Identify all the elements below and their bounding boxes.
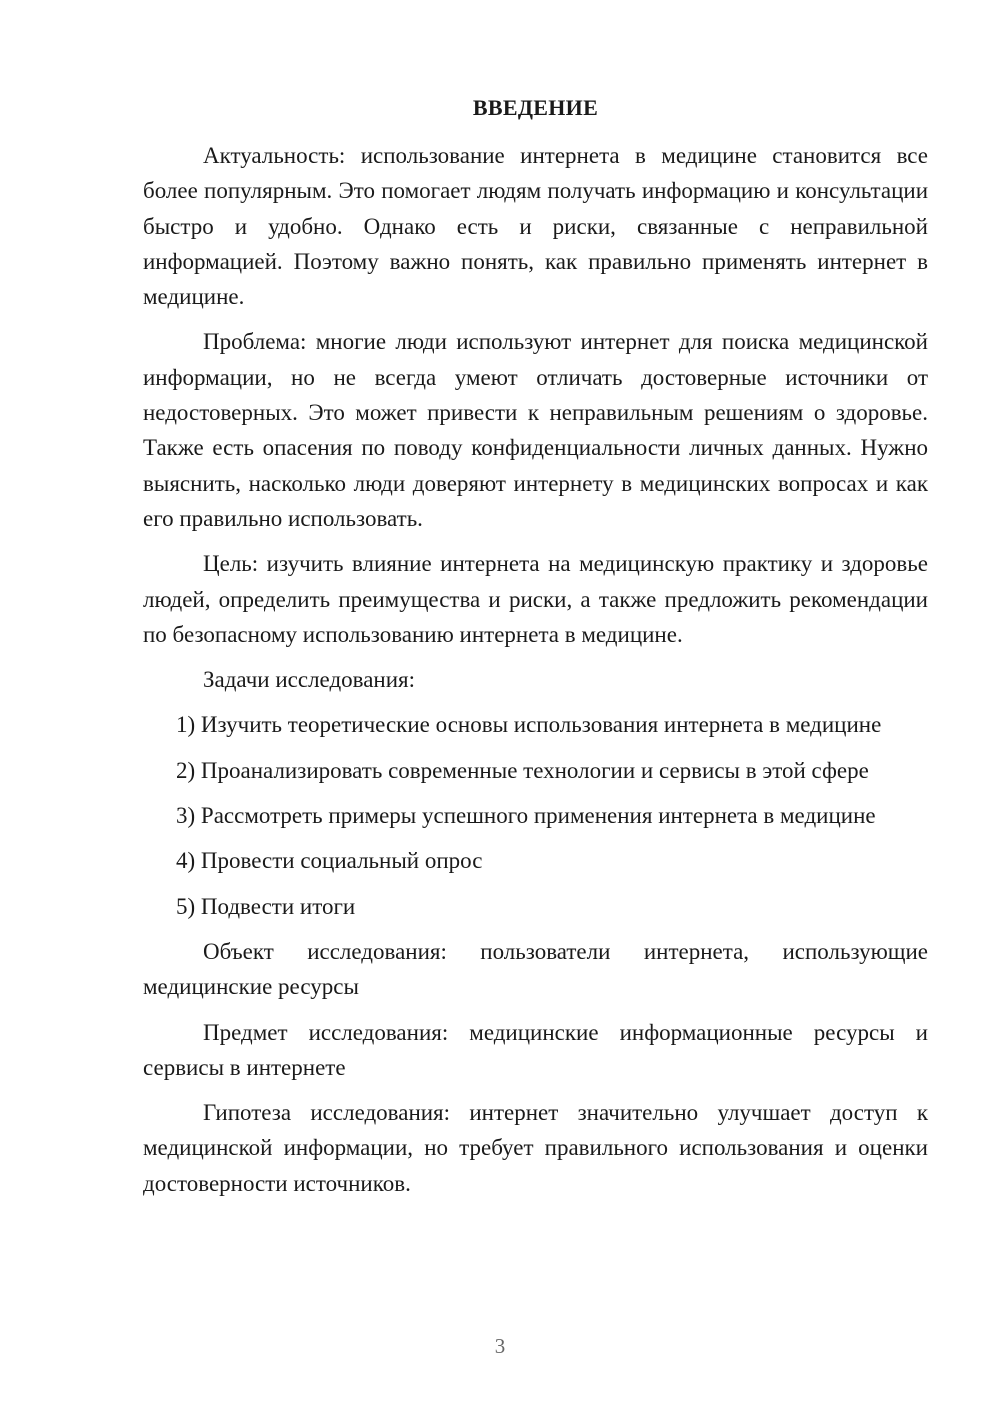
paragraph-problem: Проблема: многие люди используют интернет для поиска медицинской информации, но не всегда умеют отличать достоверные источники от недостоверных. Это может привести к неправильным решениям о здоровье. Также есть опасения по поводу конфиденциальности личных данных. Нужно выяснить, насколько люди доверяют интернету в медицинских вопросах и как его правильно использовать. xyxy=(143,329,928,531)
task-item-3: 3) Рассмотреть примеры успешного применения интернета в медицине xyxy=(176,803,876,829)
task-item-1: 1) Изучить теоретические основы использования интернета в медицине xyxy=(176,712,882,738)
task-item-4: 4) Провести социальный опрос xyxy=(176,848,483,874)
tasks-title: Задачи исследования: xyxy=(203,667,416,693)
paragraph-subject: Предмет исследования: медицинские информационные ресурсы и сервисы в интернете xyxy=(143,1019,928,1080)
page-content xyxy=(143,92,928,1211)
paragraph-hypothesis: Гипотеза исследования: интернет значительно улучшает доступ к медицинской информации, но требует правильного использования и оценки достоверности источников. xyxy=(143,1100,928,1196)
section-heading: ВВЕДЕНИЕ xyxy=(472,95,599,120)
paragraph-object: Объект исследования: пользователи интернета, использующие медицинские ресурсы xyxy=(143,938,928,1000)
paragraph-relevance: Актуальность: использование интернета в медицине становится все более популярным. Это помогает людям получать информацию и консультации быстро и удобно. Однако есть и риски, связанные с неправильной информацией. Поэтому важно понять, как правильно применять интернет в медицине. xyxy=(143,143,928,310)
task-item-2: 2) Проанализировать современные технологии и сервисы в этой сфере xyxy=(176,757,869,783)
paragraph-goal: Цель: изучить влияние интернета на медицинскую практику и здоровье людей, определить преимущества и риски, а также предложить рекомендации по безопасному использованию интернета в медицине. xyxy=(143,551,928,647)
page-number: 3 xyxy=(494,1334,506,1358)
task-item-5: 5) Подвести итоги xyxy=(176,893,356,919)
